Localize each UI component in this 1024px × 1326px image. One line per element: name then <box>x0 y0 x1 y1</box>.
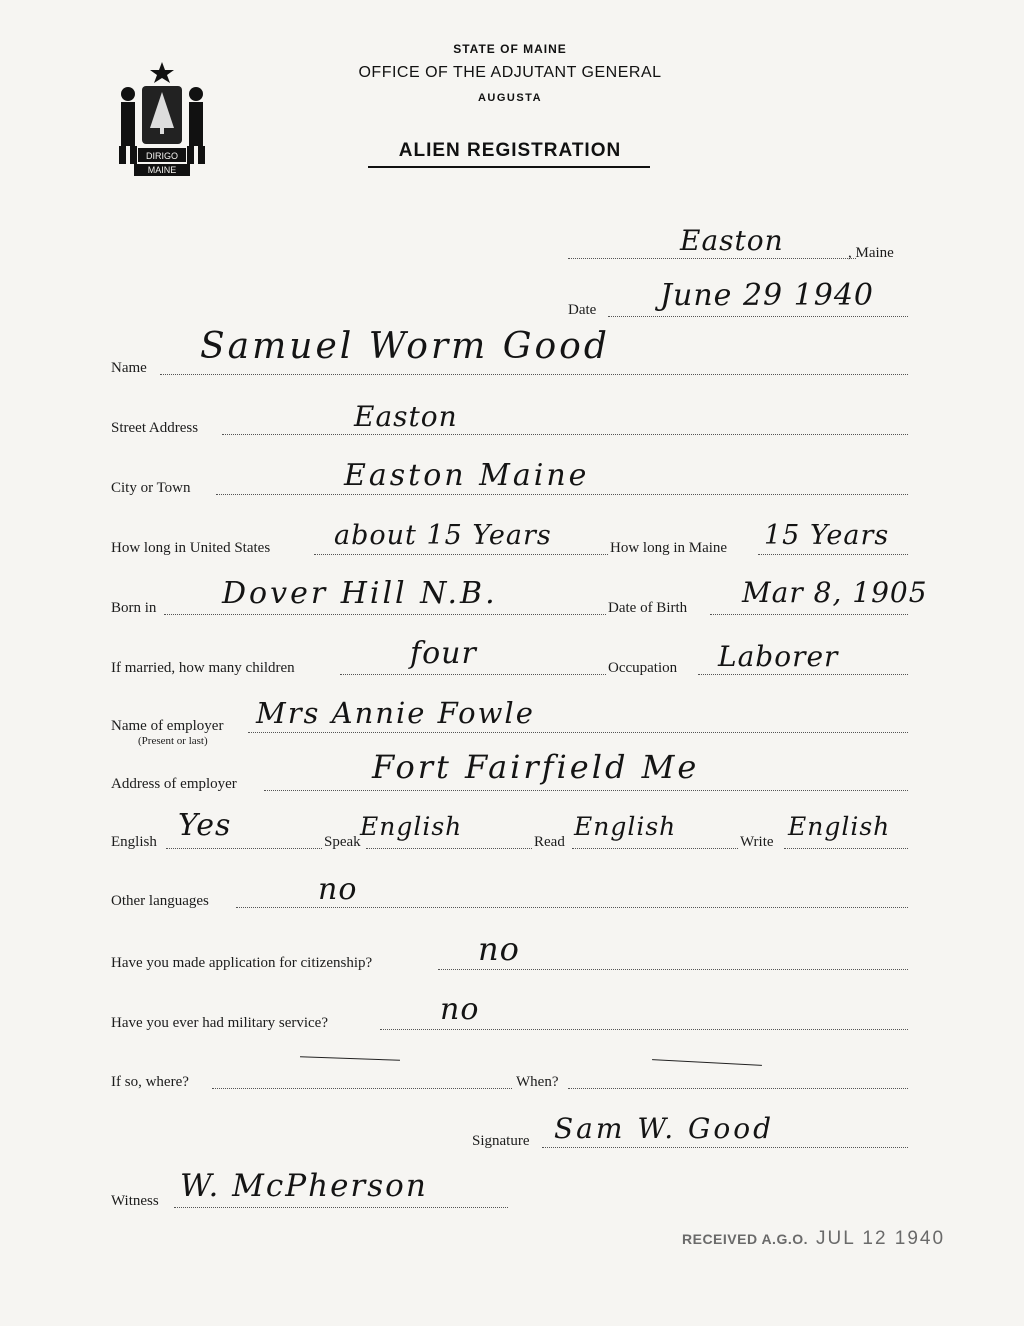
speak-line <box>366 848 532 849</box>
children-label: If married, how many children <box>111 660 295 676</box>
title-underline <box>368 166 650 168</box>
citizenship-line <box>438 969 908 970</box>
name-label: Name <box>111 360 147 376</box>
occupation-value: Laborer <box>718 640 839 673</box>
place-line <box>568 258 856 259</box>
when-dash <box>652 1059 762 1066</box>
when-label: When? <box>516 1074 559 1090</box>
employer-value: Mrs Annie Fowle <box>256 696 535 730</box>
employer-address-label: Address of employer <box>111 776 237 792</box>
signature-line <box>542 1147 908 1148</box>
children-line <box>340 674 606 675</box>
speak-label: Speak <box>324 834 361 850</box>
where-line <box>212 1088 512 1089</box>
citizenship-label: Have you made application for citizenship? <box>111 955 373 971</box>
us-time-value: about 15 Years <box>334 520 552 551</box>
employer-sublabel: (Present or last) <box>138 735 208 747</box>
employer-address-line <box>264 790 908 791</box>
citizenship-value: no <box>478 930 520 968</box>
occupation-label: Occupation <box>608 660 678 676</box>
received-stamp-label: RECEIVED A.G.O. <box>682 1231 809 1247</box>
us-time-label: How long in United States <box>111 540 271 556</box>
where-label: If so, where? <box>111 1074 189 1090</box>
english-label: English <box>111 834 157 850</box>
date-line <box>608 316 908 317</box>
name-value: Samuel Worm Good <box>200 326 610 367</box>
received-stamp-date: JUL 12 1940 <box>816 1228 946 1249</box>
signature-value: Sam W. Good <box>554 1112 775 1145</box>
maine-state-seal <box>108 58 216 178</box>
state-heading: STATE OF MAINE <box>453 42 567 56</box>
witness-label: Witness <box>111 1193 159 1209</box>
street-label: Street Address <box>111 420 199 436</box>
other-languages-value: no <box>318 872 358 907</box>
other-languages-line <box>236 907 908 908</box>
military-line <box>380 1029 908 1030</box>
children-value: four <box>410 636 477 671</box>
form-title: ALIEN REGISTRATION <box>398 140 622 161</box>
city-heading: AUGUSTA <box>477 92 543 104</box>
read-line <box>572 848 738 849</box>
us-time-line <box>314 554 608 555</box>
write-line <box>784 848 908 849</box>
witness-line <box>174 1207 508 1208</box>
born-label: Born in <box>111 600 157 616</box>
write-label: Write <box>740 834 774 850</box>
me-time-label: How long in Maine <box>610 540 728 556</box>
dob-line <box>710 614 908 615</box>
dob-value: Mar 8, 1905 <box>742 576 928 609</box>
street-line <box>222 434 908 435</box>
city-line <box>216 494 908 495</box>
military-label: Have you ever had military service? <box>111 1015 328 1031</box>
speak-value: English <box>360 812 463 841</box>
born-line <box>164 614 606 615</box>
write-value: English <box>788 812 891 841</box>
date-value: June 29 1940 <box>660 278 875 313</box>
svg-text:DIRIGO: DIRIGO <box>145 151 179 161</box>
place-value: Easton <box>680 224 784 257</box>
other-languages-label: Other languages <box>111 893 209 909</box>
dob-label: Date of Birth <box>608 600 688 616</box>
employer-label: Name of employer <box>111 718 224 734</box>
signature-label: Signature <box>472 1133 530 1149</box>
english-value: Yes <box>178 808 232 843</box>
witness-value: W. McPherson <box>180 1168 428 1204</box>
me-time-value: 15 Years <box>764 520 890 551</box>
name-line <box>160 374 908 375</box>
employer-line <box>248 732 908 733</box>
born-value: Dover Hill N.B. <box>222 576 498 611</box>
office-heading: OFFICE OF THE ADJUTANT GENERAL <box>358 64 662 81</box>
city-value: Easton Maine <box>344 458 590 493</box>
when-line <box>568 1088 908 1089</box>
military-value: no <box>440 992 480 1027</box>
employer-address-value: Fort Fairfield Me <box>372 748 700 786</box>
received-stamp <box>682 1228 945 1250</box>
place-label: , Maine <box>848 245 894 261</box>
svg-text:MAINE: MAINE <box>147 165 177 175</box>
english-line <box>166 848 322 849</box>
read-label: Read <box>534 834 565 850</box>
read-value: English <box>574 812 677 841</box>
me-time-line <box>758 554 908 555</box>
occupation-line <box>698 674 908 675</box>
where-dash <box>300 1056 400 1060</box>
city-label: City or Town <box>111 480 191 496</box>
date-label: Date <box>568 302 597 318</box>
street-value: Easton <box>354 400 458 433</box>
